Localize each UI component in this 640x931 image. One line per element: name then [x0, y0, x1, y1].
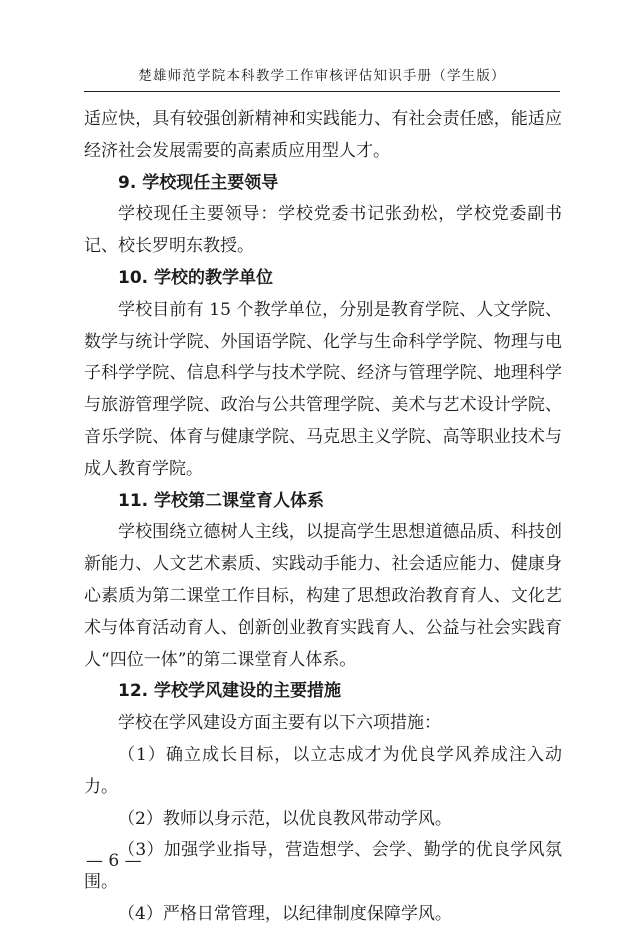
section-heading-10: 10. 学校的教学单位	[118, 267, 274, 288]
section-lead-12: 学校在学风建设方面主要有以下六项措施：	[118, 713, 441, 734]
page-body	[84, 104, 562, 931]
running-header: 楚雄师范学院本科教学工作审核评估知识手册（学生版）	[84, 64, 560, 92]
intro-paragraph: 适应快，具有较强创新精神和实践能力、有社会责任感，能适应经济社会发展需要的高素质应用型人才。	[84, 109, 562, 161]
section-body-10: 学校目前有 15 个教学单位，分别是教育学院、人文学院、数学与统计学院、外国语学院、化学与生命科学学院、物理与电子科学学院、信息科学与技术学院、经济与管理学院、地理科学与旅游管理学院、政治与公共管理学院、美术与艺术设计学院、音乐学院、体育与健康学院、马克思主义学院、高等职业技术与成人教育学院。	[84, 299, 562, 479]
section-heading-9: 9. 学校现任主要领导	[118, 172, 279, 193]
section-heading-12: 12. 学校学风建设的主要措施	[118, 681, 342, 702]
section-heading-11: 11. 学校第二课堂育人体系	[118, 490, 325, 511]
measure-item: （1）确立成长目标，以立志成才为优良学风养成注入动力。	[84, 744, 562, 797]
page-number: — 6 —	[86, 851, 142, 871]
section-body-9: 学校现任主要领导：学校党委书记张劲松，学校党委副书记、校长罗明东教授。	[84, 204, 562, 257]
measure-item: （4）严格日常管理，以纪律制度保障学风。	[118, 903, 452, 924]
measure-item: （3）加强学业指导，营造想学、会学、勤学的优良学风氛围。	[84, 840, 562, 893]
measure-item: （2）教师以身示范，以优良教风带动学风。	[118, 808, 452, 829]
section-body-11: 学校围绕立德树人主线，以提高学生思想道德品质、科技创新能力、人文艺术素质、实践动手能力、社会适应能力、健康身心素质为第二课堂工作目标，构建了思想政治教育育人、文化艺术与体育活动育人、创新创业教育实践育人、公益与社会实践育人“四位一体”的第二课堂育人体系。	[84, 522, 562, 670]
